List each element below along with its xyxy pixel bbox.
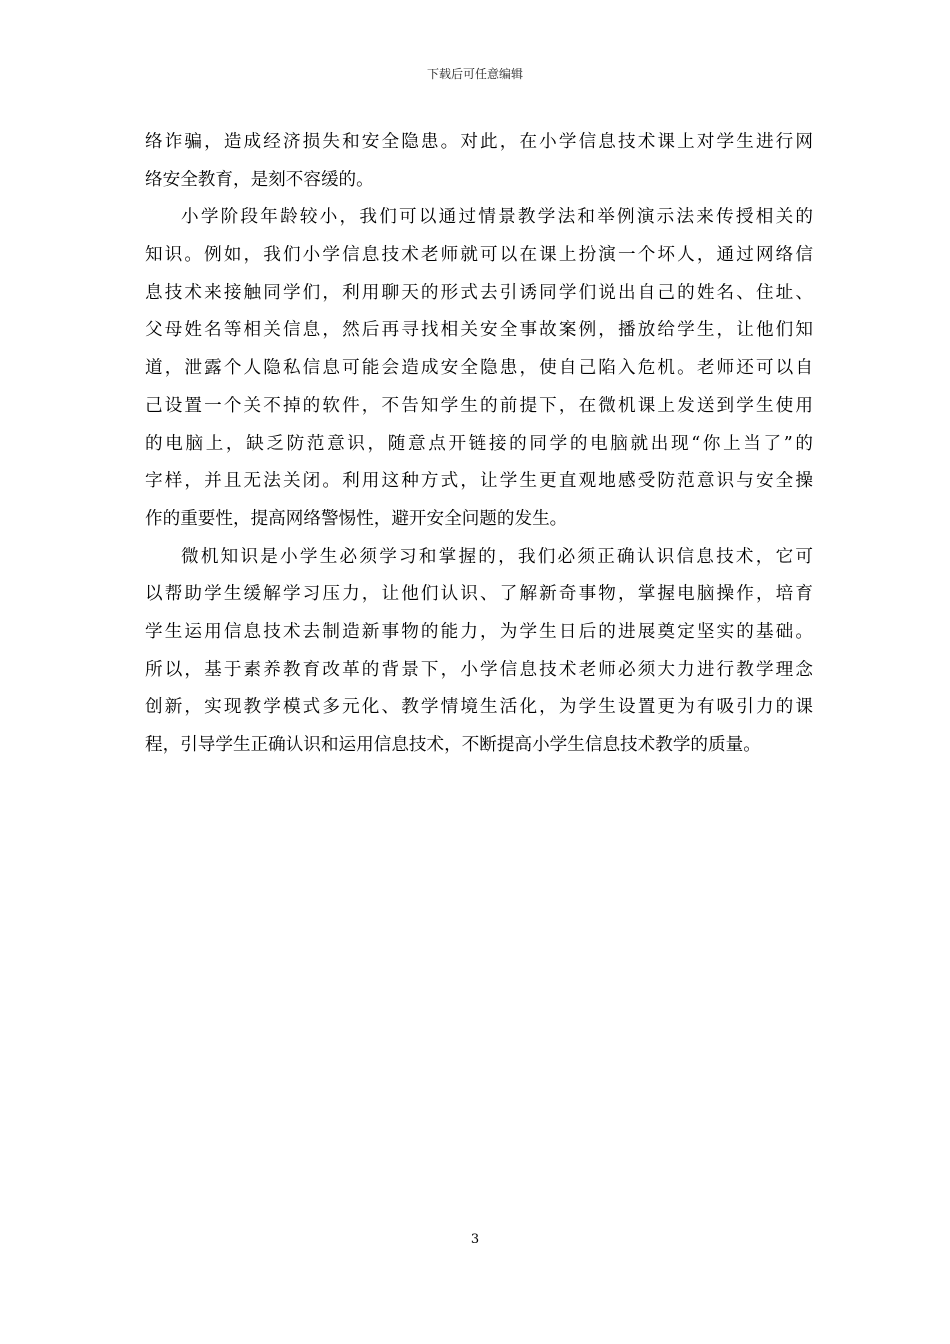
text-line: 程，引导学生正确认识和运用信息技术，不断提高小学生信息技术教学的质量。 [145, 735, 761, 755]
text-line: 作的重要性，提高网络警惕性，避开安全问题的发生。 [145, 508, 568, 529]
text-line: 以帮助学生缓解学习压力，让他们认识、了解新奇事物，掌握电脑操作，培育 [145, 584, 813, 605]
page-number: 3 [470, 1232, 480, 1247]
text-line: 微机知识是小学生必须学习和掌握的，我们必须正确认识信息技术，它可 [181, 546, 813, 567]
text-line: 道，泄露个人隐私信息可能会造成安全隐患，使自己陷入危机。老师还可以自 [145, 358, 813, 379]
text-line: 的电脑上，缺乏防范意识，随意点开链接的同学的电脑就出现“你上当了”的 [145, 433, 813, 454]
paragraph-1 [145, 124, 813, 199]
page-header: 下载后可任意编辑 [426, 67, 523, 81]
text-line: 创新，实现教学模式多元化、教学情境生活化，为学生设置更为有吸引力的课 [145, 697, 813, 718]
paragraph-2 [145, 199, 813, 538]
text-line: 己设置一个关不掉的软件，不告知学生的前提下，在微机课上发送到学生使用 [145, 395, 813, 416]
text-line: 所以，基于素养教育改革的背景下，小学信息技术老师必须大力进行教学理念 [145, 659, 813, 680]
paragraph-3 [145, 539, 813, 765]
text-line: 知识。例如，我们小学信息技术老师就可以在课上扮演一个坏人，通过网络信 [145, 245, 813, 266]
text-line: 小学阶段年龄较小，我们可以通过情景教学法和举例演示法来传授相关的 [181, 207, 813, 228]
body-text [145, 124, 813, 765]
text-line: 父母姓名等相关信息，然后再寻找相关安全事故案例，播放给学生，让他们知 [145, 320, 813, 341]
text-line: 络诈骗，造成经济损失和安全隐患。对此，在小学信息技术课上对学生进行网 [145, 132, 813, 152]
text-line: 字样，并且无法关闭。利用这种方式，让学生更直观地感受防范意识与安全操 [145, 471, 813, 492]
text-line: 络安全教育，是刻不容缓的。 [145, 169, 374, 190]
text-line: 息技术来接触同学们，利用聊天的形式去引诱同学们说出自己的姓名、住址、 [145, 282, 813, 303]
text-line: 学生运用信息技术去制造新事物的能力，为学生日后的进展奠定坚实的基础。 [145, 621, 813, 642]
